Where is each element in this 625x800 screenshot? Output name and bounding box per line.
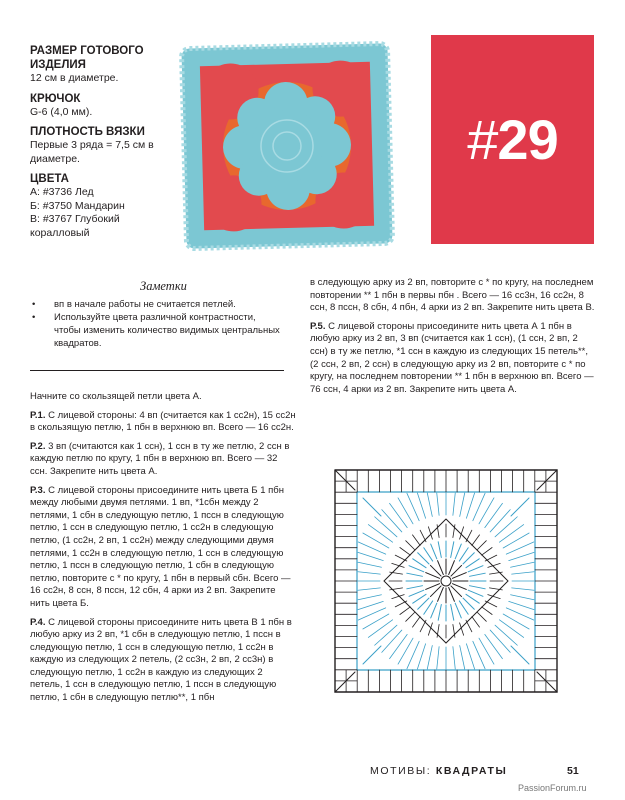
footer-section (370, 765, 507, 777)
hook-value: G-6 (4,0 мм). (30, 105, 93, 118)
row-3-label: Р.3. (30, 484, 46, 496)
hook-heading: КРЮЧОК (30, 92, 81, 105)
intro-text: Начните со скользящей петли цвета А. (30, 391, 202, 402)
note-item: • вп в начале работы не считается петлей. (32, 299, 236, 310)
row-1-label: Р.1. (30, 409, 46, 421)
row-1 (30, 410, 296, 435)
crochet-square-photo (178, 40, 396, 252)
size-heading: РАЗМЕР ГОТОВОГО ИЗДЕЛИЯ (30, 45, 144, 71)
row-3-text: С лицевой стороны присоедините нить цвета Б 1 пбн между любыми двумя петлями. 1 вп, *1сбн между 2 петлями, 1 сбн в следующую петлю, 1 пссн в следующую петлю, 1 ссн в следующую петлю, 1 сс2н в следующую петлю, (1 сс2н, 2 вп, 1 сс2н) между следующими двумя петлями, 1 сс2н в следующую петлю, 1 ссн в следующую петлю, 1 пссн в следующую петлю, 1 сбн в следующую петлю, повторите с * по кругу, 1 пбн в первый сбн. Всего — 16 сс2н, 8 ссн, 8 пссн, 12 сбн, 4 арки из 2 вп. Закрепите нить цвета Б. (30, 484, 291, 609)
color-c: В: #3767 Глубокий коралловый (30, 213, 120, 239)
note-text: вп в начале работы не считается петлей. (54, 299, 236, 310)
notes-list (30, 298, 285, 350)
row-1-text: С лицевой стороны: 4 вп (считается как 1 сс2н), 15 сс2н в скользящую петлю, 1 пбн в верхнюю вп. Всего — 16 сс2н. (30, 409, 296, 434)
color-b: Б: #3750 Мандарин (30, 199, 125, 212)
pattern-number (431, 107, 594, 172)
row-4-text: С лицевой стороны присоедините нить цвета В 1 пбн в любую арку из 2 вп, *1 сбн в следующую петлю, 1 пссн в следующую петлю, 1 ссн в следующую петлю, 1 сс2н в каждую из следующих 2 петель, (2 сс3н, 2 вп, 2 сс3н) в следующую петлю, 1 сс2н в каждую из следующих 2 петель, 1 ссн в следующую петлю, 1 пссн в следующую петлю, 1 сбн в следующую петлю**, 1 пбн (30, 616, 292, 704)
color-a: А: #3736 Лед (30, 186, 94, 198)
row-2-label: Р.2. (30, 440, 46, 452)
row-5-label: Р.5. (310, 320, 326, 332)
row-4-label: Р.4. (30, 616, 46, 628)
divider (30, 370, 284, 371)
instructions-right-column (310, 277, 597, 402)
notes-title: Заметки (140, 279, 187, 293)
page-number: 51 (567, 765, 579, 777)
footer-section-bold: КВАДРАТЫ (435, 765, 508, 777)
note-text: Используйте цвета различной контрастности, чтобы изменить количество видимых центральных квадратов. (54, 312, 280, 349)
crochet-chart-diagram (323, 458, 569, 704)
instructions-left-column (30, 391, 296, 711)
watermark: PassionForum.ru (518, 783, 587, 793)
row-3 (30, 485, 296, 611)
footer-section-label: МОТИВЫ: (370, 765, 436, 777)
row-5-text: С лицевой стороны присоедините нить цвета А 1 пбн в любую арку из 2 вп, 3 вп (считается как 1 ссн), (1 ссн, 2 вп, 2 ссн) в ту же петлю, *1 ссн в каждую из следующих 15 петель**, (2 ссн, 2 вп, 2 ссн) в следующую арку из 2 вп, повторите с * по кругу, на последнем повторении ** 1 пбн в верхнюю вп. Всего — 76 ссн, 4 арки из 2 вп. Закрепите нить цвета А. (310, 320, 594, 395)
row-2 (30, 441, 296, 479)
gauge-value: Первые 3 ряда = 7,5 см в диаметре. (30, 139, 154, 165)
gauge-heading: ПЛОТНОСТЬ ВЯЗКИ (30, 126, 145, 138)
specs-panel (30, 44, 175, 240)
row-4-continued: в следующую арку из 2 вп, повторите с * по кругу, на последнем повторении ** 1 пбн в первы пбн . Всего — 16 сс3н, 16 сс2н, 8 ссн, 8 пссн, 8 сбн, 4 пбн, 4 арки из 2 вп. Закрепите нить цвета В. (310, 277, 595, 314)
row-5 (310, 321, 597, 397)
number-digits: 29 (497, 108, 558, 171)
size-value: 12 см в диаметре. (30, 72, 119, 84)
note-item: • Используйте цвета различной контрастности, чтобы изменить количество видимых центральных квадратов. (30, 311, 285, 350)
pattern-number-block (431, 35, 594, 244)
row-4 (30, 617, 296, 705)
colors-heading: ЦВЕТА (30, 173, 69, 185)
row-2-text: 3 вп (считаются как 1 ссн), 1 ссн в ту же петлю, 2 ссн в каждую петлю по кругу, 1 пбн в верхнюю вп. Всего — 32 ссн. Закрепите нить цвета А. (30, 440, 290, 477)
number-hash: # (467, 108, 498, 171)
